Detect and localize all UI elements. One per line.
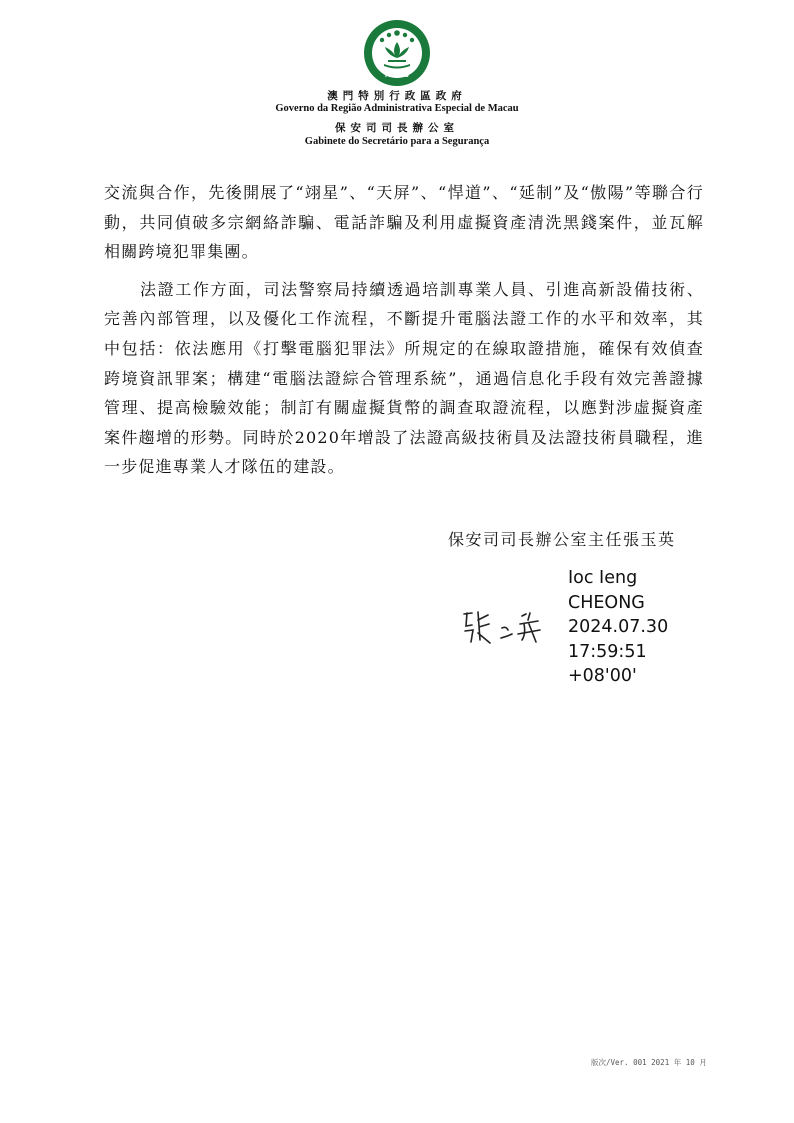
digital-signature-line: Ioc Ieng: [568, 568, 638, 588]
digital-signature-line: 17:59:51: [568, 641, 647, 662]
body-paragraph: 交流與合作，先後開展了“翊星”、“天屏”、“悍道”、“延制”及“傲陽”等聯合行動，共同偵破多宗網絡詐騙、電話詐騙及利用虛擬資產清洗黑錢案件，並瓦解相關跨境犯罪集團。: [104, 183, 704, 262]
digital-signature-block: [568, 566, 668, 689]
body-paragraph: 法證工作方面，司法警察局持續透過培訓專業人員、引進高新設備技術、完善內部管理，以及優化工作流程，不斷提升電腦法證工作的水平和效率，其中包括：依法應用《打擊電腦犯罪法》所規定的在線取證措施，確保有效偵查跨境資訊罪案；構建“電腦法證綜合管理系統”，通過信息化手段有效完善證據管理、提高檢驗效能；制訂有關虛擬貨幣的調查取證流程，以應對涉虛擬資產案件趨增的形勢。同時於2020年增設了法證高級技術員及法證技術員職程，進一步促進專業人才隊伍的建設。: [104, 279, 704, 477]
macau-emblem-icon: [362, 18, 432, 88]
government-name-pt: Governo da Região Administrativa Especial de Macau: [275, 103, 519, 114]
signer-title: 保安司司長辦公室主任張玉英: [448, 530, 676, 549]
letterhead: [0, 18, 794, 148]
digital-signature-line: 2024.07.30: [568, 617, 669, 637]
emblem-text: MACAU: [384, 72, 410, 79]
office-name-zh: 保安司司長辦公室: [335, 122, 459, 134]
letter-body: [104, 178, 704, 490]
handwritten-signature: [458, 600, 558, 650]
digital-signature-line: +08'00': [568, 666, 637, 686]
version-footer: 版次/Ver. 001 2021 年 10 月: [591, 1058, 707, 1067]
office-name-pt: Gabinete do Secretário para a Segurança: [304, 136, 490, 147]
government-name-zh: 澳門特別行政區政府: [327, 90, 467, 102]
digital-signature-line: CHEONG: [568, 592, 645, 613]
